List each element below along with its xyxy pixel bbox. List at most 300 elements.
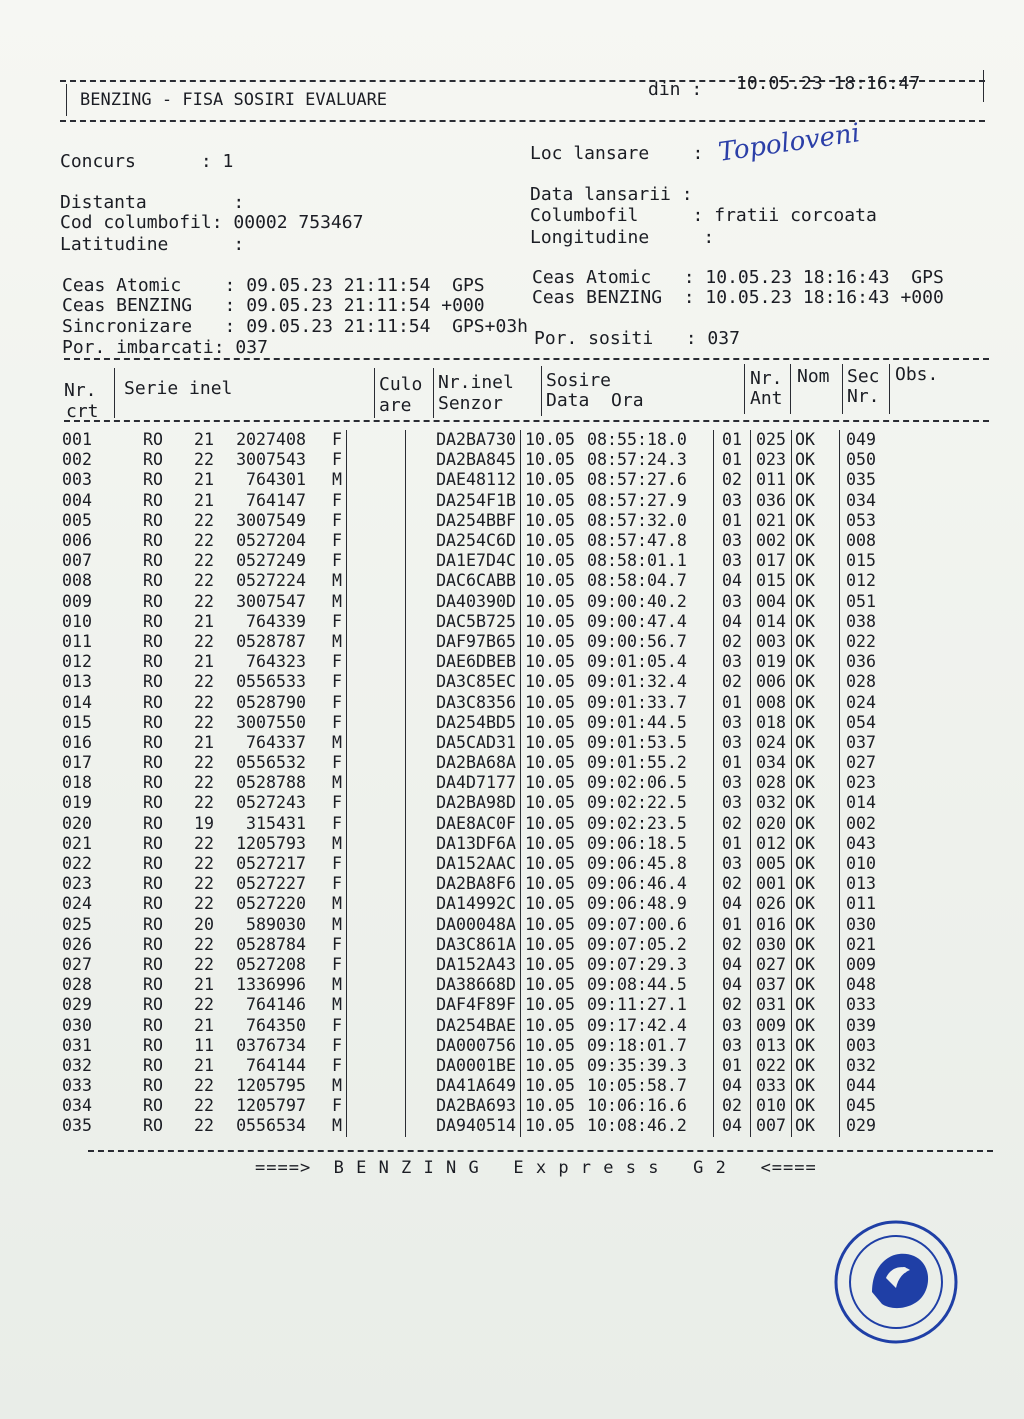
row-date: 10.05 xyxy=(525,631,575,651)
table-row xyxy=(62,470,896,490)
row-ring: 0556533 xyxy=(236,672,306,692)
row-country: RO xyxy=(143,1015,163,1035)
row-country: RO xyxy=(143,954,163,974)
row-date: 10.05 xyxy=(525,773,575,793)
row-time: 09:01:05.4 xyxy=(587,652,714,672)
row-sec: OK xyxy=(792,551,840,571)
row-date: 10.05 xyxy=(525,975,575,995)
row-color xyxy=(347,975,406,995)
cod-columbofil-field: Cod columbofil: 00002 753467 xyxy=(60,212,364,233)
row-ant: 04 xyxy=(714,1076,751,1096)
row-nr: 033 xyxy=(62,1076,92,1096)
row-nom: 004 xyxy=(751,592,792,612)
row-chip: DA2BA68A xyxy=(406,753,521,773)
row-time: 09:06:48.9 xyxy=(587,894,714,914)
row-sec: OK xyxy=(792,632,840,652)
row-ring: 3007549 xyxy=(236,510,306,530)
col-header-nr: Nr. xyxy=(64,380,97,401)
row-date: 10.05 xyxy=(525,430,575,450)
row-ring: 1336996 xyxy=(236,975,306,995)
row-time: 09:01:53.5 xyxy=(587,733,714,753)
table-row xyxy=(62,450,896,470)
row-year: 22 xyxy=(194,1076,214,1096)
row-ring: 764339 xyxy=(246,611,306,631)
row-sec: OK xyxy=(792,592,840,612)
row-chip: DA14992C xyxy=(406,894,521,914)
table-row xyxy=(62,733,896,753)
row-nr: 023 xyxy=(62,874,92,894)
row-color xyxy=(347,955,406,975)
row-obs: 051 xyxy=(846,591,876,611)
data-lansarii-field: Data lansarii : xyxy=(530,184,693,205)
row-ant: 04 xyxy=(714,894,751,914)
row-country: RO xyxy=(143,652,163,672)
table-row xyxy=(62,672,896,692)
row-sex: M xyxy=(306,915,347,935)
row-ant: 01 xyxy=(714,450,751,470)
row-year: 21 xyxy=(194,975,214,995)
table-row xyxy=(62,1015,896,1035)
row-nr: 005 xyxy=(62,510,92,530)
row-obs: 053 xyxy=(846,510,876,530)
row-color xyxy=(347,854,406,874)
table-row xyxy=(62,551,896,571)
row-nr: 019 xyxy=(62,793,92,813)
row-time: 09:17:42.4 xyxy=(587,1015,714,1035)
row-country: RO xyxy=(143,914,163,934)
col-header-obs: Obs. xyxy=(895,364,939,385)
row-time: 09:00:40.2 xyxy=(587,592,714,612)
row-chip: DA41A649 xyxy=(406,1076,521,1096)
row-nom: 014 xyxy=(751,612,792,632)
row-date: 10.05 xyxy=(525,470,575,490)
row-sec: OK xyxy=(792,733,840,753)
row-nom: 019 xyxy=(751,652,792,672)
row-country: RO xyxy=(143,1096,163,1116)
row-country: RO xyxy=(143,611,163,631)
row-nom: 025 xyxy=(751,430,792,450)
row-obs: 038 xyxy=(846,611,876,631)
row-ant: 04 xyxy=(714,975,751,995)
row-nom: 017 xyxy=(751,551,792,571)
row-date: 10.05 xyxy=(525,854,575,874)
row-country: RO xyxy=(143,692,163,712)
row-nr: 008 xyxy=(62,571,92,591)
row-nr: 026 xyxy=(62,934,92,954)
row-nom: 012 xyxy=(751,834,792,854)
row-sec: OK xyxy=(792,652,840,672)
row-nom: 001 xyxy=(751,874,792,894)
row-date: 10.05 xyxy=(525,1035,575,1055)
row-obs: 049 xyxy=(846,430,876,450)
row-time: 09:35:39.3 xyxy=(587,1056,714,1076)
row-date: 10.05 xyxy=(525,813,575,833)
row-color xyxy=(347,1015,406,1035)
row-year: 22 xyxy=(194,833,214,853)
row-date: 10.05 xyxy=(525,954,575,974)
row-sex: F xyxy=(306,551,347,571)
row-country: RO xyxy=(143,894,163,914)
row-sec: OK xyxy=(792,995,840,1015)
row-color xyxy=(347,995,406,1015)
row-color xyxy=(347,672,406,692)
row-date: 10.05 xyxy=(525,793,575,813)
table-row xyxy=(62,592,896,612)
row-country: RO xyxy=(143,833,163,853)
latitudine-field: Latitudine : xyxy=(60,234,245,255)
row-time: 09:07:05.2 xyxy=(587,935,714,955)
row-obs: 011 xyxy=(846,894,876,914)
row-date: 10.05 xyxy=(525,450,575,470)
row-ring: 0527249 xyxy=(236,551,306,571)
row-color xyxy=(347,915,406,935)
row-chip: DAC6CABB xyxy=(406,571,521,591)
row-ant: 03 xyxy=(714,652,751,672)
row-nom: 016 xyxy=(751,915,792,935)
row-nr: 034 xyxy=(62,1096,92,1116)
row-obs: 027 xyxy=(846,753,876,773)
row-ant: 03 xyxy=(714,773,751,793)
row-ant: 02 xyxy=(714,632,751,652)
sincronizare-field: Sincronizare : 09.05.23 21:11:54 GPS+03h xyxy=(62,316,528,337)
row-sex: F xyxy=(306,1015,347,1035)
row-ring: 3007547 xyxy=(236,591,306,611)
table-row xyxy=(62,511,896,531)
row-obs: 002 xyxy=(846,813,876,833)
row-color xyxy=(347,470,406,490)
row-ring: 589030 xyxy=(246,914,306,934)
row-time: 09:11:27.1 xyxy=(587,995,714,1015)
row-ant: 01 xyxy=(714,692,751,712)
row-obs: 009 xyxy=(846,954,876,974)
print-date-value: 10.05.23 18:16:47 xyxy=(736,73,921,94)
row-time: 09:01:55.2 xyxy=(587,753,714,773)
row-obs: 023 xyxy=(846,773,876,793)
row-chip: DAF4F89F xyxy=(406,995,521,1015)
table-row xyxy=(62,834,896,854)
row-sex: M xyxy=(306,632,347,652)
row-chip: DA254BBF xyxy=(406,511,521,531)
row-color xyxy=(347,793,406,813)
row-year: 22 xyxy=(194,995,214,1015)
row-year: 19 xyxy=(194,813,214,833)
row-chip: DA2BA845 xyxy=(406,450,521,470)
row-time: 09:07:00.6 xyxy=(587,915,714,935)
row-sex: M xyxy=(306,592,347,612)
row-nom: 009 xyxy=(751,1015,792,1035)
row-sex: F xyxy=(306,652,347,672)
row-nr: 011 xyxy=(62,631,92,651)
row-year: 20 xyxy=(194,914,214,934)
row-nr: 010 xyxy=(62,611,92,631)
row-obs: 048 xyxy=(846,975,876,995)
por-imbarcati-field: Por. imbarcati: 037 xyxy=(62,337,268,358)
row-color xyxy=(347,874,406,894)
row-ant: 04 xyxy=(714,571,751,591)
row-date: 10.05 xyxy=(525,914,575,934)
row-obs: 024 xyxy=(846,692,876,712)
row-ant: 02 xyxy=(714,935,751,955)
row-nom: 018 xyxy=(751,713,792,733)
row-sec: OK xyxy=(792,955,840,975)
row-color xyxy=(347,713,406,733)
row-ant: 04 xyxy=(714,1116,751,1136)
row-nr: 032 xyxy=(62,1055,92,1075)
col-header-nr-inel: Nr.inel xyxy=(438,372,514,393)
row-sex: F xyxy=(306,1056,347,1076)
row-country: RO xyxy=(143,975,163,995)
row-time: 10:06:16.6 xyxy=(587,1096,714,1116)
row-nr: 018 xyxy=(62,773,92,793)
row-sec: OK xyxy=(792,935,840,955)
row-chip: DAE6DBEB xyxy=(406,652,521,672)
table-row xyxy=(62,1096,896,1116)
row-year: 22 xyxy=(194,874,214,894)
por-sositi-field: Por. sositi : 037 xyxy=(534,328,740,349)
row-sex: F xyxy=(306,793,347,813)
row-ant: 03 xyxy=(714,1015,751,1035)
row-sec: OK xyxy=(792,1015,840,1035)
row-sex: M xyxy=(306,894,347,914)
row-year: 22 xyxy=(194,571,214,591)
row-country: RO xyxy=(143,672,163,692)
row-nr: 009 xyxy=(62,591,92,611)
row-sec: OK xyxy=(792,1056,840,1076)
col-sep-3 xyxy=(433,368,434,418)
row-date: 10.05 xyxy=(525,591,575,611)
row-ring: 0527227 xyxy=(236,874,306,894)
row-chip: DA1E7D4C xyxy=(406,551,521,571)
col-header-data-ora: Data Ora xyxy=(546,390,644,411)
row-color xyxy=(347,753,406,773)
row-sex: F xyxy=(306,753,347,773)
row-color xyxy=(347,612,406,632)
row-color xyxy=(347,692,406,712)
row-date: 10.05 xyxy=(525,894,575,914)
row-year: 22 xyxy=(194,672,214,692)
distanta-field: Distanta : xyxy=(60,192,245,213)
row-color xyxy=(347,450,406,470)
row-time: 08:57:27.9 xyxy=(587,491,714,511)
row-nom: 008 xyxy=(751,692,792,712)
row-sex: F xyxy=(306,692,347,712)
row-date: 10.05 xyxy=(525,732,575,752)
row-nr: 002 xyxy=(62,450,92,470)
row-obs: 029 xyxy=(846,1116,876,1136)
row-nr: 031 xyxy=(62,1035,92,1055)
row-ring: 0528788 xyxy=(236,773,306,793)
row-year: 22 xyxy=(194,1116,214,1136)
row-chip: DA13DF6A xyxy=(406,834,521,854)
row-sec: OK xyxy=(792,571,840,591)
row-ant: 03 xyxy=(714,551,751,571)
row-sec: OK xyxy=(792,692,840,712)
table-row xyxy=(62,652,896,672)
row-sex: F xyxy=(306,814,347,834)
row-country: RO xyxy=(143,591,163,611)
table-row xyxy=(62,1076,896,1096)
row-date: 10.05 xyxy=(525,490,575,510)
table-bottom-rule xyxy=(88,1150,993,1152)
row-ant: 03 xyxy=(714,713,751,733)
row-sex: F xyxy=(306,1096,347,1116)
row-country: RO xyxy=(143,531,163,551)
row-color xyxy=(347,814,406,834)
header-left-rule xyxy=(66,84,67,116)
row-date: 10.05 xyxy=(525,1055,575,1075)
row-sec: OK xyxy=(792,834,840,854)
row-obs: 003 xyxy=(846,1035,876,1055)
columbofil-field: Columbofil : fratii corcoata xyxy=(530,205,877,226)
row-sec: OK xyxy=(792,430,840,450)
row-date: 10.05 xyxy=(525,531,575,551)
row-nr: 028 xyxy=(62,975,92,995)
row-date: 10.05 xyxy=(525,652,575,672)
ceas-atomic-start: Ceas Atomic : 09.05.23 21:11:54 GPS xyxy=(62,275,485,296)
row-year: 21 xyxy=(194,430,214,450)
col-header-serie-inel: Serie inel xyxy=(124,378,233,399)
row-time: 08:57:47.8 xyxy=(587,531,714,551)
row-time: 08:55:18.0 xyxy=(587,430,714,450)
row-chip: DA38668D xyxy=(406,975,521,995)
row-chip: DA2BA8F6 xyxy=(406,874,521,894)
table-row xyxy=(62,491,896,511)
table-row xyxy=(62,632,896,652)
row-sex: F xyxy=(306,874,347,894)
row-sex: M xyxy=(306,1076,347,1096)
row-nom: 006 xyxy=(751,672,792,692)
row-country: RO xyxy=(143,773,163,793)
col-header-sosire: Sosire xyxy=(546,370,612,391)
row-year: 22 xyxy=(194,531,214,551)
row-obs: 034 xyxy=(846,490,876,510)
row-color xyxy=(347,1076,406,1096)
row-chip: DA2BA693 xyxy=(406,1096,521,1116)
row-nom: 027 xyxy=(751,955,792,975)
row-sex: F xyxy=(306,612,347,632)
row-time: 09:06:46.4 xyxy=(587,874,714,894)
row-chip: DA3C861A xyxy=(406,935,521,955)
row-sec: OK xyxy=(792,894,840,914)
row-nom: 037 xyxy=(751,975,792,995)
row-time: 09:02:06.5 xyxy=(587,773,714,793)
loc-lansare-handwritten: Topoloveni xyxy=(716,118,862,168)
row-obs: 035 xyxy=(846,470,876,490)
row-year: 21 xyxy=(194,1015,214,1035)
row-nr: 006 xyxy=(62,531,92,551)
row-nr: 025 xyxy=(62,914,92,934)
row-ant: 04 xyxy=(714,955,751,975)
row-sec: OK xyxy=(792,854,840,874)
row-nr: 021 xyxy=(62,833,92,853)
row-nom: 030 xyxy=(751,935,792,955)
row-nom: 024 xyxy=(751,733,792,753)
row-nom: 022 xyxy=(751,1056,792,1076)
row-year: 22 xyxy=(194,591,214,611)
table-row xyxy=(62,1036,896,1056)
row-sec: OK xyxy=(792,450,840,470)
row-time: 08:57:32.0 xyxy=(587,511,714,531)
row-time: 08:58:04.7 xyxy=(587,571,714,591)
row-country: RO xyxy=(143,510,163,530)
col-sep-4 xyxy=(541,366,542,416)
row-date: 10.05 xyxy=(525,1096,575,1116)
row-ant: 02 xyxy=(714,874,751,894)
row-ant: 03 xyxy=(714,592,751,612)
row-ring: 1205795 xyxy=(236,1076,306,1096)
row-year: 21 xyxy=(194,652,214,672)
row-nr: 014 xyxy=(62,692,92,712)
table-row xyxy=(62,894,896,914)
row-country: RO xyxy=(143,571,163,591)
col-sep-6 xyxy=(790,364,791,414)
row-nom: 034 xyxy=(751,753,792,773)
col-header-nom: Nom xyxy=(797,366,830,387)
row-chip: DA00048A xyxy=(406,915,521,935)
row-color xyxy=(347,1096,406,1116)
row-ant: 01 xyxy=(714,430,751,450)
header-right-rule xyxy=(983,70,984,102)
row-nr: 015 xyxy=(62,712,92,732)
row-date: 10.05 xyxy=(525,753,575,773)
row-year: 21 xyxy=(194,732,214,752)
row-ring: 1205797 xyxy=(236,1096,306,1116)
row-date: 10.05 xyxy=(525,1116,575,1136)
row-obs: 013 xyxy=(846,874,876,894)
row-nr: 030 xyxy=(62,1015,92,1035)
row-nr: 029 xyxy=(62,995,92,1015)
row-color xyxy=(347,531,406,551)
row-ant: 02 xyxy=(714,672,751,692)
col-header-sec-nr: Nr. xyxy=(847,386,880,407)
row-chip: DA0001BE xyxy=(406,1056,521,1076)
row-nr: 016 xyxy=(62,732,92,752)
row-year: 22 xyxy=(194,450,214,470)
row-chip: DA4D7177 xyxy=(406,773,521,793)
row-country: RO xyxy=(143,753,163,773)
table-row xyxy=(62,955,896,975)
row-color xyxy=(347,592,406,612)
row-chip: DA254C6D xyxy=(406,531,521,551)
row-ant: 02 xyxy=(714,470,751,490)
row-obs: 028 xyxy=(846,672,876,692)
row-ant: 03 xyxy=(714,491,751,511)
row-ant: 01 xyxy=(714,915,751,935)
row-sex: F xyxy=(306,672,347,692)
row-nr: 027 xyxy=(62,954,92,974)
row-ring: 0527243 xyxy=(236,793,306,813)
row-obs: 008 xyxy=(846,531,876,551)
row-ring: 0528784 xyxy=(236,934,306,954)
row-year: 22 xyxy=(194,793,214,813)
row-obs: 033 xyxy=(846,995,876,1015)
row-country: RO xyxy=(143,1116,163,1136)
row-country: RO xyxy=(143,712,163,732)
row-time: 09:02:22.5 xyxy=(587,793,714,813)
row-chip: DA254BD5 xyxy=(406,713,521,733)
row-country: RO xyxy=(143,551,163,571)
row-time: 09:02:23.5 xyxy=(587,814,714,834)
ceas-benzing-end: Ceas BENZING : 10.05.23 18:16:43 +000 xyxy=(532,287,944,308)
row-sex: M xyxy=(306,733,347,753)
table-row xyxy=(62,1056,896,1076)
row-chip: DA5CAD31 xyxy=(406,733,521,753)
row-nr: 007 xyxy=(62,551,92,571)
row-ant: 02 xyxy=(714,1096,751,1116)
row-ring: 0556534 xyxy=(236,1116,306,1136)
row-nr: 003 xyxy=(62,470,92,490)
row-year: 22 xyxy=(194,753,214,773)
